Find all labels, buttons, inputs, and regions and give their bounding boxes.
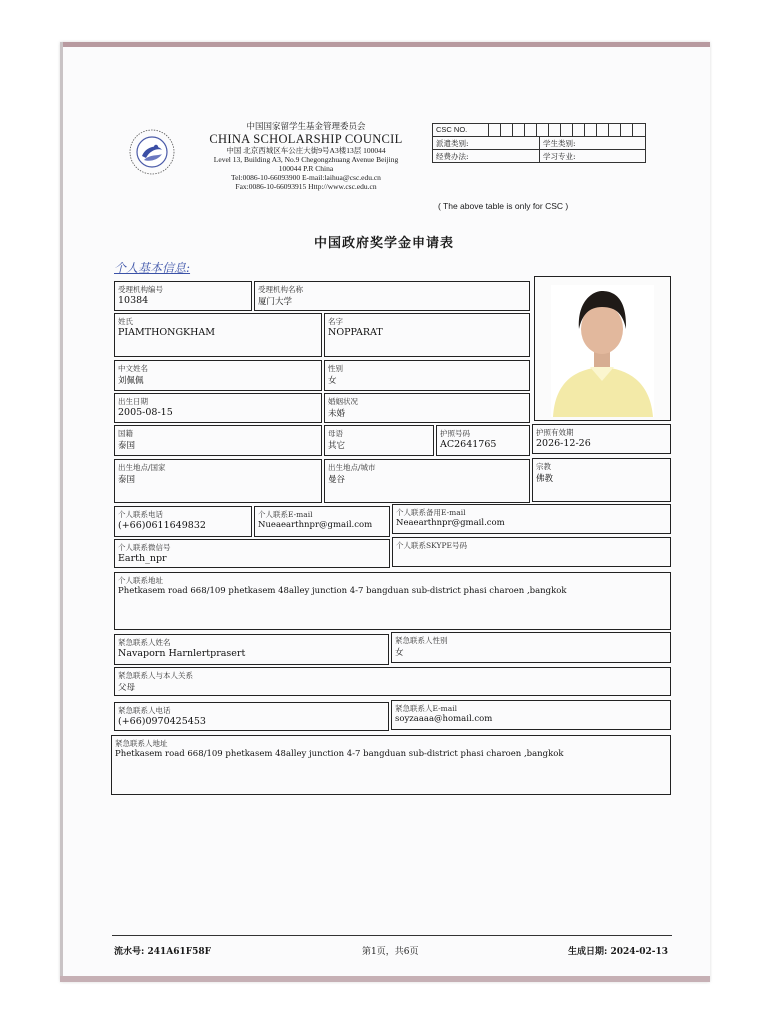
address-en-1: Level 13, Building A3, No.9 Chegongzhuang Avenue Beijing [213,155,399,164]
address-cn: 中国 北京西城区车公庄大街9号A3楼13层 100044 [226,146,386,155]
field-email: 个人联系E-mail Nueaearthnpr@gmail.com [254,506,390,537]
field-emergency-relation: 紧急联系人与本人关系 父母 [114,667,671,696]
address-en-2: 100044 P.R China [278,164,334,173]
field-nationality: 国籍 泰国 [114,425,322,456]
field-emergency-email: 紧急联系人E-mail soyzaaaa@homail.com [391,700,671,730]
org-name-en: CHINA SCHOLARSHIP COUNCIL [209,132,403,146]
field-birth-city: 出生地点/城市 曼谷 [324,459,530,503]
field-native-language: 母语 其它 [324,425,434,456]
csc-row-3 [432,150,646,163]
page-edge-left [60,42,63,982]
field-emergency-phone: 紧急联系人电话 (+66)0970425453 [114,702,389,731]
dispatch-type-label: 派遣类别: [436,139,469,148]
field-wechat: 个人联系微信号 Earth_npr [114,539,390,568]
section-title: 个人基本信息: [114,261,191,275]
contact-fax: Fax:0086-10-66093915 Http://www.csc.edu.cn [235,182,377,191]
field-marital-status: 婚姻状况 未婚 [324,393,530,423]
field-given-name: 名字 NOPPARAT [324,313,530,357]
footer-generated-date: 生成日期: 2024-02-13 [568,947,669,957]
field-emergency-gender: 紧急联系人性别 女 [391,632,671,663]
field-agency-name: 受理机构名称 厦门大学 [254,281,530,311]
header-block [186,122,426,191]
field-passport-number: 护照号码 AC2641765 [436,425,530,456]
field-emergency-address: 紧急联系人地址 Phetkasem road 668/109 phetkasem 48alley junction 4-7 bangduan sub-district phasi charoen ,bangkok [111,735,671,795]
student-type-label: 学生类别: [543,139,576,148]
csc-row-2 [432,137,646,150]
field-passport-expiry: 护照有效期 2026-12-26 [532,424,671,454]
field-birth-country: 出生地点/国家 泰国 [114,459,322,503]
applicant-photo [534,276,671,421]
csc-no-row [432,123,646,137]
field-chinese-name: 中文姓名 刘佩佩 [114,360,322,391]
field-email-alt: 个人联系备用E-mail Neaearthnpr@gmail.com [392,504,671,534]
field-skype: 个人联系SKYPE号码 [392,537,671,567]
page-edge-top [60,42,710,47]
csc-logo-icon [128,128,176,176]
field-birth-date: 出生日期 2005-08-15 [114,393,322,423]
footer-serial: 流水号: 241A61F58F [114,947,212,957]
csc-table-note: ( The above table is only for CSC ) [438,201,569,211]
major-label: 学习专业: [543,152,576,161]
funding-label: 经费办法: [436,152,469,161]
applicant-photo-icon [535,277,670,420]
contact-tel: Tel:0086-10-66093900 E-mail:laihua@csc.edu.cn [231,173,381,182]
field-phone: 个人联系电话 (+66)0611649832 [114,506,252,537]
field-address: 个人联系地址 Phetkasem road 668/109 phetkasem 48alley junction 4-7 bangduan sub-district phasi charoen ,bangkok [114,572,671,630]
org-name-cn: 中国国家留学生基金管理委员会 [246,122,366,132]
field-gender: 性别 女 [324,360,530,391]
csc-no-label: CSC NO. [436,125,468,134]
field-emergency-name: 紧急联系人姓名 Navaporn Harnlertprasert [114,634,389,665]
field-surname: 姓氏 PIAMTHONGKHAM [114,313,322,357]
page-edge-bottom [60,976,710,982]
form-title: 中国政府奖学金申请表 [313,236,454,251]
footer-divider [112,935,672,936]
field-agency-code: 受理机构编号 10384 [114,281,252,311]
field-religion: 宗教 佛教 [532,458,671,502]
csc-office-table [432,123,646,163]
footer-page-number: 第1页，共6页 [362,947,419,957]
